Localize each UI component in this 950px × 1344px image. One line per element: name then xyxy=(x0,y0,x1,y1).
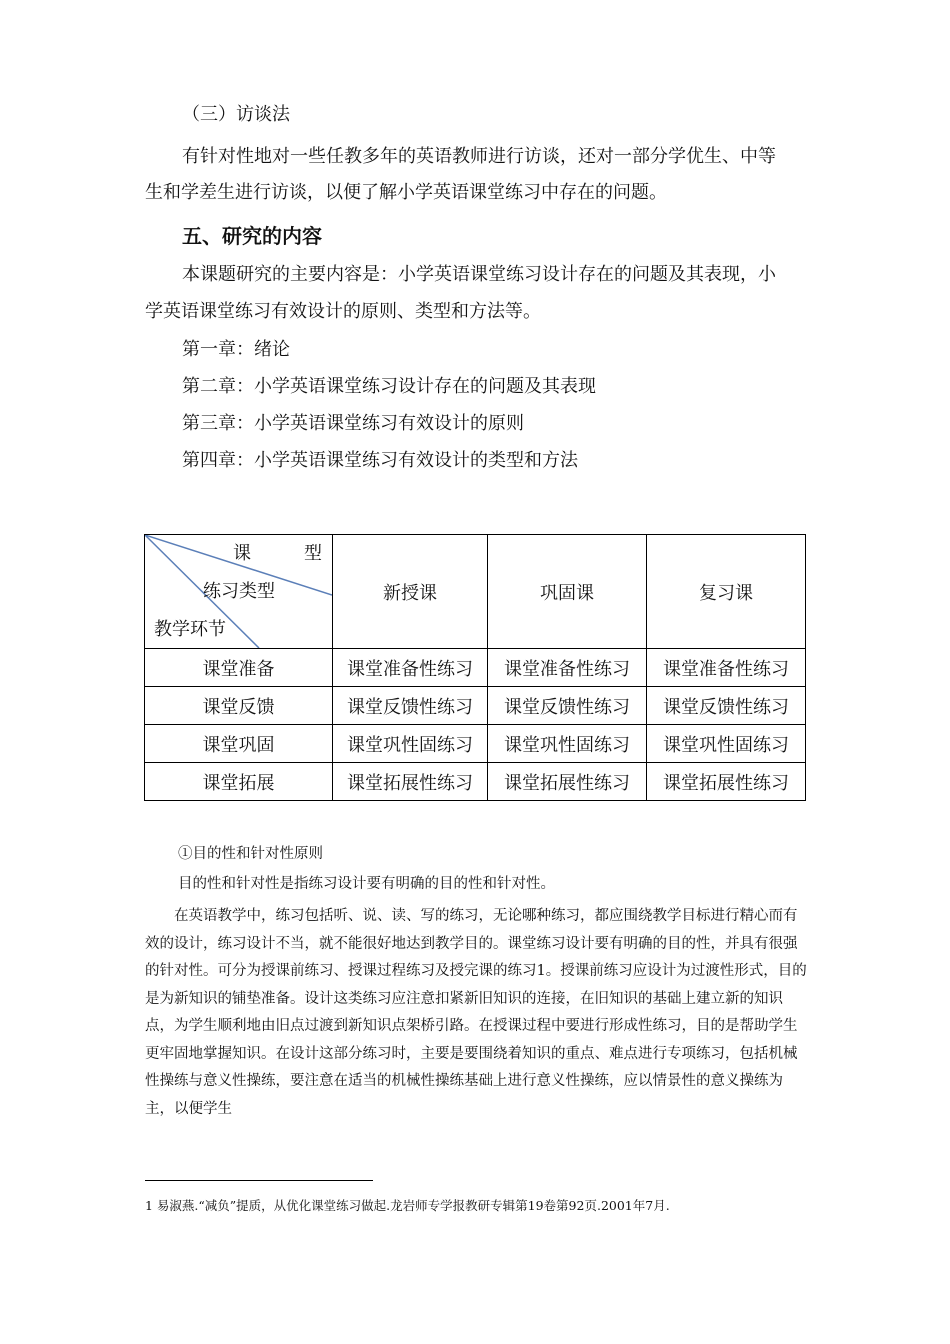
chapter-1: 第一章：绪论 xyxy=(182,339,290,360)
table-row xyxy=(145,649,806,687)
table-cell: 课堂拓展性练习 xyxy=(488,763,647,801)
exercise-type-table xyxy=(144,534,806,801)
table-cell: 课堂反馈性练习 xyxy=(488,687,647,725)
table-cell: 课堂反馈性练习 xyxy=(333,687,488,725)
corner-top-left: 课 xyxy=(233,543,251,564)
table-cell: 课堂反馈性练习 xyxy=(647,687,806,725)
section5-line2: 学英语课堂练习有效设计的原则、类型和方法等。 xyxy=(145,301,541,322)
chapter-3: 第三章：小学英语课堂练习有效设计的原则 xyxy=(182,413,524,434)
chapter-4: 第四章：小学英语课堂练习有效设计的类型和方法 xyxy=(182,450,578,471)
corner-top-right: 型 xyxy=(304,543,322,564)
chapter-2: 第二章：小学英语课堂练习设计存在的问题及其表现 xyxy=(182,376,596,397)
table-cell: 课堂巩性固练习 xyxy=(488,725,647,763)
table-cell: 课堂拓展性练习 xyxy=(647,763,806,801)
table-cell: 课堂准备性练习 xyxy=(647,649,806,687)
table-header-row xyxy=(145,535,806,649)
principle-paragraph: 在英语教学中，练习包括听、说、读、写的练习，无论哪种练习，都应围绕教学目标进行精心而有效的设计，练习设计不当，就不能很好地达到教学目的。课堂练习设计要有明确的目的性，并具有很强的针对性。可分为授课前练习、授课过程练习及授完课的练习1。授课前练习应设计为过渡性形式，目的是为新知识的铺垫准备。设计这类练习应注意扣紧新旧知识的连接，在旧知识的基础上建立新的知识点，为学生顺利地由旧点过渡到新知识点架桥引路。在授课过程中要进行形成性练习，目的是帮助学生更牢固地掌握知识。在设计这部分练习时，主要是要围绕着知识的重点、难点进行专项练习，包括机械性操练与意义性操练，要注意在适当的机械性操练基础上进行意义性操练，应以情景性的意义操练为主，以便学生 xyxy=(145,908,807,1117)
section5-heading: 五、研究的内容 xyxy=(182,224,322,248)
table-cell: 课堂准备性练习 xyxy=(488,649,647,687)
footnote: 1 易淑燕.“减负”提质，从优化课堂练习做起.龙岩师专学报教研专辑第19卷第92页.2001年7月. xyxy=(145,1198,670,1213)
section5-line1: 本课题研究的主要内容是：小学英语课堂练习设计存在的问题及其表现，小 xyxy=(182,264,776,285)
section3-line2: 生和学差生进行访谈，以便了解小学英语课堂练习中存在的问题。 xyxy=(145,182,667,203)
table-row xyxy=(145,687,806,725)
footnote-separator xyxy=(145,1180,373,1181)
corner-bottom: 教学环节 xyxy=(154,619,226,640)
section3-title: （三）访谈法 xyxy=(182,104,290,125)
row-label: 课堂拓展 xyxy=(145,763,333,801)
principle-title: ①目的性和针对性原则 xyxy=(178,846,323,862)
table-cell: 课堂准备性练习 xyxy=(333,649,488,687)
column-header: 新授课 xyxy=(333,535,488,649)
table-cell: 课堂拓展性练习 xyxy=(333,763,488,801)
table-cell: 课堂巩性固练习 xyxy=(647,725,806,763)
table-cell: 课堂巩性固练习 xyxy=(333,725,488,763)
section3-line1: 有针对性地对一些任教多年的英语教师进行访谈，还对一部分学优生、中等 xyxy=(182,146,776,167)
principle-definition: 目的性和针对性是指练习设计要有明确的目的性和针对性。 xyxy=(178,876,555,892)
table-row xyxy=(145,725,806,763)
column-header: 巩固课 xyxy=(488,535,647,649)
corner-middle: 练习类型 xyxy=(203,581,275,602)
row-label: 课堂反馈 xyxy=(145,687,333,725)
table-row xyxy=(145,763,806,801)
row-label: 课堂巩固 xyxy=(145,725,333,763)
column-header: 复习课 xyxy=(647,535,806,649)
row-label: 课堂准备 xyxy=(145,649,333,687)
table-corner-cell xyxy=(145,535,333,649)
